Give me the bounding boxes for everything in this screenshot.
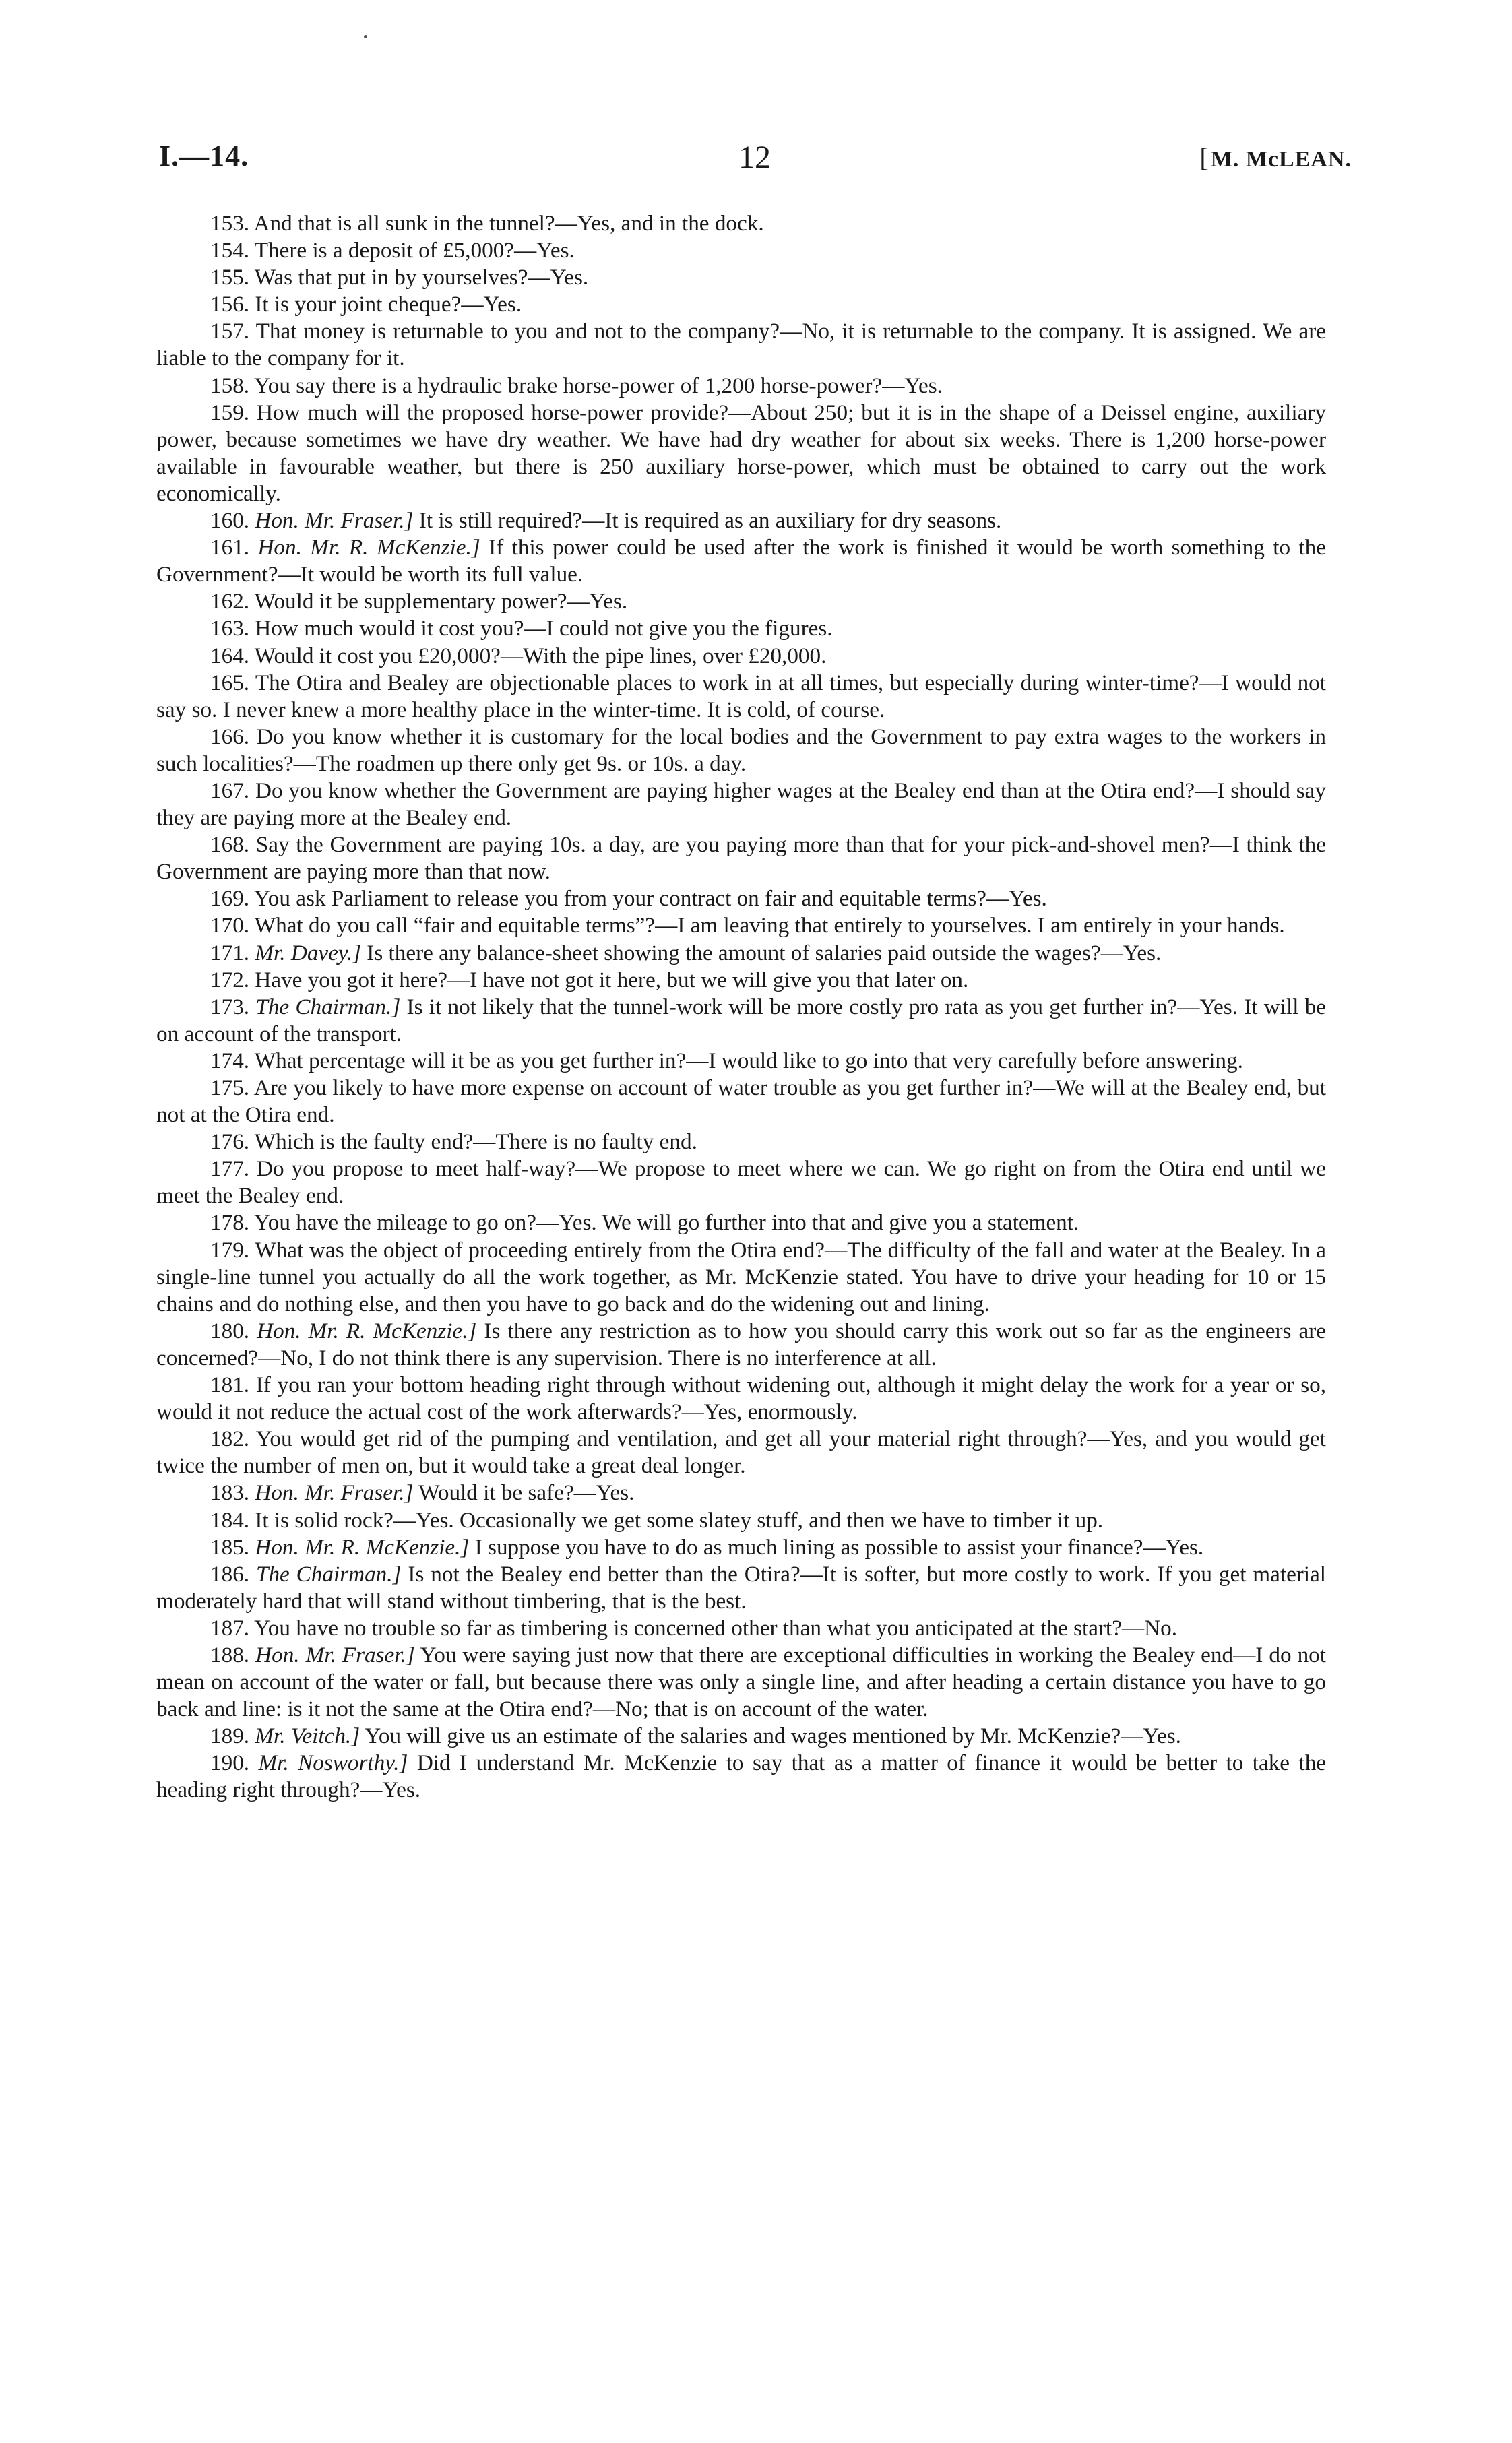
speaker-name: Hon. Mr. R. McKenzie.] (257, 535, 480, 561)
evidence-paragraph (156, 237, 1326, 264)
question-number: 155. (210, 265, 250, 290)
evidence-paragraph (156, 1750, 1326, 1804)
question-text: Do you propose to meet half-way?—We propose to meet where we can. We go right on from the Otira end until we meet the Bealey end. (156, 1156, 1326, 1209)
question-number: 159. (210, 400, 250, 425)
question-number: 158. (210, 373, 250, 398)
evidence-paragraph (156, 994, 1326, 1048)
bracket-mark: [ (1199, 142, 1209, 172)
speaker-name: Hon. Mr. Fraser.] (255, 1480, 414, 1506)
evidence-paragraph (156, 1155, 1326, 1209)
question-number: 184. (210, 1507, 250, 1533)
question-number: 156. (210, 292, 250, 317)
question-text: Which is the faulty end?—There is no faulty end. (254, 1129, 697, 1155)
question-text: There is a deposit of £5,000?—Yes. (254, 238, 575, 263)
question-number: 154. (210, 238, 250, 263)
evidence-paragraph (156, 1129, 1326, 1155)
question-number: 163. (210, 616, 250, 641)
question-text: You will give us an estimate of the salaries and wages mentioned by Mr. McKenzie?—Yes. (365, 1723, 1181, 1749)
evidence-paragraph (156, 373, 1326, 400)
question-number: 187. (210, 1615, 250, 1641)
question-text: Did I understand Mr. McKenzie to say that as a matter of finance it would be better to take the heading right through?—Yes. (156, 1750, 1327, 1803)
question-text: Say the Government are paying 10s. a day, are you paying more than that for your pick-and-shovel men?—I think the Government are paying more than that now. (156, 832, 1326, 885)
evidence-paragraph (156, 1561, 1326, 1615)
evidence-paragraph (156, 967, 1326, 994)
question-number: 164. (210, 643, 250, 668)
speaker-name: Hon. Mr. Fraser.] (255, 508, 414, 534)
speaker-name: Hon. Mr. Fraser.] (255, 1642, 415, 1668)
paper-reference: I.—14. (159, 139, 249, 172)
question-text: How much would it cost you?—I could not give you the figures. (255, 616, 833, 641)
question-text: It is your joint cheque?—Yes. (255, 292, 522, 317)
question-number: 188. (210, 1642, 250, 1668)
question-text: You say there is a hydraulic brake horse-power of 1,200 horse-power?—Yes. (254, 373, 943, 398)
question-text: Would it cost you £20,000?—With the pipe lines, over £20,000. (254, 643, 827, 668)
question-text: If you ran your bottom heading right through without widening out, although it might delay the work for a year or so, would it not reduce the actual cost of the work afterwards?—Yes, enormously. (156, 1372, 1326, 1425)
witness-name-text: M. McLEAN. (1210, 147, 1352, 172)
speaker-name: Hon. Mr. R. McKenzie.] (257, 1318, 477, 1343)
question-text: The Otira and Bealey are objectionable places to work in at all times, but especially during winter-time?—I would not say so. I never knew a more healthy place in the winter-time. It is cold, of course. (156, 670, 1326, 722)
question-text: You have the mileage to go on?—Yes. We will go further into that and give you a statement. (254, 1210, 1079, 1236)
question-text: Was that put in by yourselves?—Yes. (254, 265, 589, 290)
evidence-paragraph (156, 724, 1326, 778)
evidence-paragraph (156, 912, 1326, 939)
evidence-paragraph (156, 264, 1326, 291)
evidence-paragraph (156, 1372, 1326, 1426)
evidence-paragraph (156, 1615, 1326, 1642)
witness-name (1199, 141, 1352, 173)
question-text: And that is all sunk in the tunnel?—Yes, and in the dock. (253, 211, 764, 236)
question-text: Are you likely to have more expense on account of water trouble as you get further in?—We will at the Bealey end, but not at the Otira end. (156, 1075, 1326, 1128)
question-text: Is there any restriction as to how you should carry this work out so far as the engineers are concerned?—No, I do not think there is any supervision. There is no interference at all. (156, 1318, 1327, 1370)
page-number: 12 (738, 139, 771, 175)
question-number: 167. (210, 778, 250, 803)
evidence-paragraph (156, 318, 1326, 372)
evidence-paragraph (156, 588, 1326, 615)
evidence-paragraph (156, 831, 1326, 885)
evidence-body (156, 210, 1326, 1804)
evidence-paragraph (156, 291, 1326, 318)
question-number: 177. (210, 1156, 250, 1182)
evidence-paragraph (156, 1075, 1326, 1129)
evidence-paragraph (156, 940, 1326, 967)
evidence-paragraph (156, 643, 1326, 670)
page-header (159, 139, 1352, 179)
question-text: I suppose you have to do as much lining as possible to assist your finance?—Yes. (474, 1534, 1204, 1560)
evidence-paragraph (156, 1237, 1326, 1318)
question-text: You were saying just now that there are exceptional difficulties in working the Bealey end—I do not mean on account of the water or fall, but because there was only a single line, and after heading a certain distance you have to go back and line: is it not the same at the Otira end?—No; that is on account of the water. (156, 1642, 1326, 1722)
question-number: 189. (210, 1723, 250, 1749)
question-number: 174. (210, 1048, 250, 1073)
question-text: Do you know whether the Government are paying higher wages at the Bealey end than at the Otira end?—I should say they are paying more at the Bealey end. (156, 778, 1327, 831)
question-number: 179. (210, 1237, 250, 1263)
speaker-name: The Chairman.] (255, 994, 401, 1019)
question-number: 185. (210, 1534, 250, 1560)
speaker-name: Mr. Veitch.] (255, 1723, 360, 1749)
question-text: You have no trouble so far as timbering is concerned other than what you anticipated at the start?—No. (254, 1615, 1177, 1641)
question-number: 172. (210, 967, 250, 992)
question-number: 173. (210, 994, 250, 1019)
evidence-paragraph (156, 1723, 1326, 1750)
evidence-paragraph (156, 1534, 1326, 1561)
question-number: 169. (210, 886, 250, 912)
question-text: What do you call “fair and equitable terms”?—I am leaving that entirely to yourselves. I am entirely in your hands. (254, 913, 1285, 939)
question-text: Is not the Bealey end better than the Otira?—It is softer, but more costly to work. If you get material moderately hard that will stand without timbering, that is the best. (156, 1561, 1327, 1614)
question-text: Would it be safe?—Yes. (418, 1480, 635, 1506)
evidence-paragraph (156, 885, 1326, 912)
question-number: 176. (210, 1129, 250, 1155)
evidence-paragraph (156, 1048, 1326, 1075)
question-text: It is still required?—It is required as an auxiliary for dry seasons. (418, 508, 1002, 534)
question-number: 157. (210, 319, 250, 344)
speaker-name: Hon. Mr. R. McKenzie.] (255, 1534, 470, 1560)
speaker-name: Mr. Davey.] (255, 940, 361, 965)
speaker-name: The Chairman.] (255, 1561, 402, 1587)
evidence-paragraph (156, 1507, 1326, 1534)
question-text: Would it be supplementary power?—Yes. (254, 589, 628, 614)
question-number: 161. (210, 535, 250, 561)
question-number: 180. (210, 1318, 250, 1343)
speaker-name: Mr. Nosworthy.] (258, 1750, 408, 1776)
question-number: 178. (210, 1210, 250, 1236)
question-number: 182. (210, 1426, 250, 1452)
evidence-paragraph (156, 615, 1326, 642)
evidence-paragraph (156, 534, 1326, 588)
question-text: It is solid rock?—Yes. Occasionally we get some slatey stuff, and then we have to timber it up. (255, 1507, 1104, 1533)
scan-speck (364, 35, 367, 38)
question-number: 165. (210, 670, 250, 695)
question-number: 160. (210, 508, 250, 534)
question-text: You ask Parliament to release you from your contract on fair and equitable terms?—Yes. (254, 886, 1047, 912)
evidence-paragraph (156, 1318, 1326, 1372)
question-number: 153. (210, 211, 250, 236)
question-text: How much will the proposed horse-power provide?—About 250; but it is in the shape of a Deissel engine, auxiliary power, because sometimes we have dry weather. We have had dry weather for about six weeks. There is 1,200 horse-power available in favourable weather, but there is 250 auxiliary horse-power, which must be obtained to carry out the work economically. (156, 400, 1326, 506)
question-text: Have you got it here?—I have not got it here, but we will give you that later on. (255, 967, 969, 992)
question-number: 171. (210, 940, 250, 965)
question-number: 168. (210, 832, 250, 858)
evidence-paragraph (156, 507, 1326, 534)
question-text: Do you know whether it is customary for the local bodies and the Government to pay extra wages to the workers in such localities?—The roadmen up there only get 9s. or 10s. a day. (156, 724, 1326, 776)
evidence-paragraph (156, 1426, 1326, 1480)
evidence-paragraph (156, 210, 1326, 237)
question-number: 166. (210, 724, 250, 749)
question-number: 170. (210, 913, 250, 939)
question-text: Is there any balance-sheet showing the amount of salaries paid outside the wages?—Yes. (367, 940, 1162, 965)
question-number: 190. (210, 1750, 250, 1776)
question-text: That money is returnable to you and not to the company?—No, it is returnable to the company. It is assigned. We are liable to the company for it. (156, 319, 1326, 371)
question-number: 175. (210, 1075, 250, 1100)
evidence-paragraph (156, 400, 1326, 507)
question-number: 162. (210, 589, 250, 614)
question-number: 181. (210, 1372, 250, 1398)
question-text: What was the object of proceeding entirely from the Otira end?—The difficulty of the fall and water at the Bealey. In a single-line tunnel you actually do all the work together, as Mr. McKenzie stated. You have to drive your heading for 10 or 15 chains and do nothing else, and then you have to go back and do the widening out and lining. (156, 1237, 1326, 1316)
question-text: You would get rid of the pumping and ventilation, and get all your material right through?—Yes, and you would get twice the number of men on, but it would take a great deal longer. (156, 1426, 1326, 1479)
question-number: 183. (210, 1480, 250, 1506)
evidence-paragraph (156, 778, 1326, 831)
evidence-paragraph (156, 670, 1326, 724)
evidence-paragraph (156, 1209, 1326, 1236)
evidence-paragraph (156, 1642, 1326, 1723)
question-number: 186. (210, 1561, 250, 1587)
question-text: Is it not likely that the tunnel-work will be more costly pro rata as you get further in?—Yes. It will be on account of the transport. (156, 994, 1327, 1046)
question-text: If this power could be used after the work is finished it would be worth something to the Government?—It would be worth its full value. (156, 535, 1326, 588)
question-text: What percentage will it be as you get further in?—I would like to go into that very carefully before answering. (254, 1048, 1243, 1073)
evidence-paragraph (156, 1480, 1326, 1506)
